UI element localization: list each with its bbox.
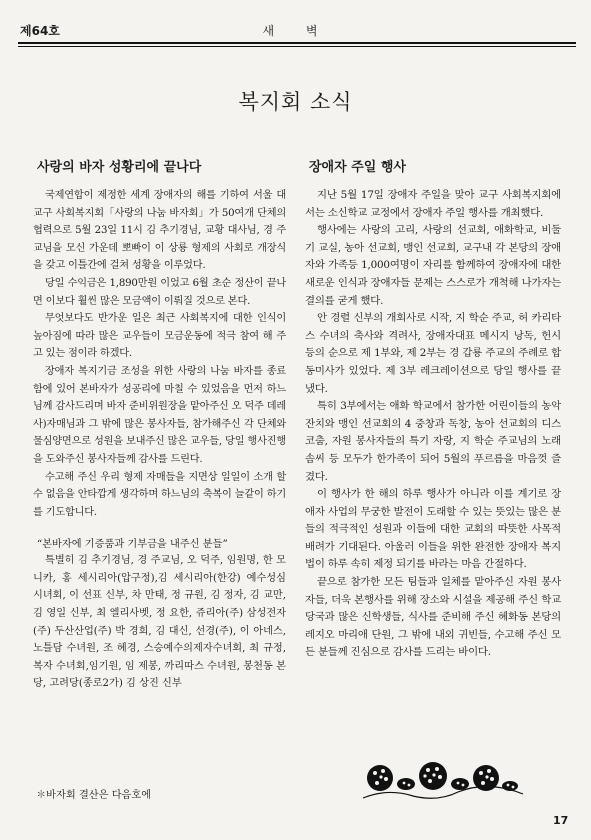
flower-ornament-icon <box>358 758 528 802</box>
footnote: ✽바자회 결산은 다음호에 <box>36 790 152 801</box>
article-paragraph: 안 경렬 신부의 개회사로 시작, 지 학순 주교, 허 카리타스 수녀의 축사와 격려사, 장애자대표 메시지 낭독, 헌시 등의 순으로 제 1부와, 제 2부는 경 갑룡 주교의 주례로 합동미사가 있었다. 제 3부 레크레이션으로 당일 행사를 끝냈다. <box>305 312 561 395</box>
article-paragraph: 지난 5월 17일 장애자 주일을 맞아 교구 사회복지회에서는 소신학교 교정에서 장애자 주일 행사를 개최했다. <box>305 189 561 219</box>
article-disabled-day <box>305 156 561 662</box>
page-header <box>18 20 576 44</box>
article-paragraph: 끝으로 참가한 모든 팀들과 일체를 맡아주신 자원 봉사자들, 더욱 본행사를 위해 장소와 시설을 제공해 주신 학교 당국과 많은 신학생들, 식사를 준비해 주신 혜화동 본당의 레지오 마리애 단원, 그 밖에 내외 귀빈들, 수고해 주신 모든 분들께 진심으로 감사를 드리는 바이다. <box>305 576 561 659</box>
magazine-title: 새 벽 <box>262 24 332 38</box>
article-paragraph: 수고해 주신 우리 형제 자매들을 지면상 일일이 소개 할 수 없음을 안타깝게 생각하며 하느님의 축복이 늘같이 하기를 기도합니다. <box>33 471 286 518</box>
article-paragraph: 이 행사가 한 해의 하루 행사가 아니라 이를 계기로 장애자 사업의 무궁한 발전이 도래할 수 있는 뜻있는 많은 분들의 적극적인 성원과 이들에 대한 교회의 따뜻한 사목적 배려가 기대된다. 아울러 이들을 위한 완전한 장애자 복지법이 하루 속히 제정 되기를 바라는 마음 간절하다. <box>305 488 561 571</box>
header-rule <box>18 42 576 44</box>
article-title: 사랑의 바자 성황리에 끝나다 <box>37 160 202 175</box>
article-paragraph: 국제연합이 제정한 세계 장애자의 해를 기하여 서울 대교구 사회복지회「사랑의 나눔 바자회」가 50여개 단체의 협력으로 5월 23일 11시 김 추기경님, 교황 대사님, 경 주교님을 모신 가운데 뽀빠이 이 상룡 형제의 사회로 개장식을 갖고 이틀간에 걸쳐 성황을 이루었다. <box>33 190 286 272</box>
donors-heading: “본바자에 기증품과 기부금을 내주신 분들” <box>37 539 228 551</box>
article-paragraph: 무엇보다도 반가운 일은 최근 사회복지에 대한 인식이 높아짐에 따라 많은 교우들이 모금운동에 적극 참여 해 주고 있는 점이라 하겠다. <box>33 313 286 360</box>
header-rule-thin <box>18 46 576 47</box>
article-paragraph: 특히 3부에서는 애화 학교에서 참가한 어린이들의 농악잔치와 맹인 선교회의 4 중창과 독창, 농아 선교회의 디스코춤, 자원 봉사자들의 특기 자랑, 지 학순 주교님의 노래솜씨 등 모두가 한가족이 되어 5월의 푸르름을 마음껏 즐겼다. <box>305 400 561 483</box>
article-paragraph: 당일 수익금은 1,890만원 이었고 6월 초순 정산이 끝나면 이보다 훨씬 많은 모금액이 이뤄질 것으로 본다. <box>33 277 286 307</box>
article-bazaar <box>33 156 286 693</box>
article-paragraph: 행사에는 사랑의 고리, 사랑의 선교회, 애화학교, 비둘기 교실, 농아 선교회, 맹인 선교회, 교구내 각 본당의 장애자와 가족등 1,000여명이 자리를 함께하여 장애자에 대한 새로운 인식과 장애자들 문제는 스스로가 개척해 나가자는 결의를 굳게 했다. <box>305 224 561 307</box>
page-number: 17 <box>553 814 569 827</box>
article-paragraph: 장애자 복지기금 조성을 위한 사랑의 나눔 바자를 종료함에 있어 본바자가 성공리에 마칠 수 있었음을 먼저 하느님께 감사드리며 바자 준비위원장을 맡아주신 오 덕주 데레사)자매님과 그 밖에 많은 봉사자들, 참가해주신 각 단체와 물심양면으로 성원을 보내주신 많은 교우들, 당일 행사진행을 도와주신 봉사자들께 감사를 드린다. <box>33 365 286 465</box>
page-title: 복지회 소식 <box>238 90 353 114</box>
article-title: 장애자 주일 행사 <box>309 160 406 175</box>
issue-number: 제64호 <box>20 24 60 38</box>
donors-list: 특별히 김 추기경님, 경 주교님, 오 덕주, 임원명, 한 모니카, 홍 세시리아(압구정),김 세시리아(한강) 예수성심 시녀회, 이 선표 신부, 차 만태, 정 규원, 김 정자, 김 교만, 김 영일 신부, 최 엘리사벳, 정 요한, 쥬리아(주) 삼성전자(주) 두산산업(주) 박 경희, 김 대신, 선경(주), 이 아네스, 노틀담 수녀원, 조 혜경, 스승예수의제자수녀회, 최 규정, 복자 수녀회,임기원, 임 제봉, 까리따스 수녀원, 봉천동 본당, 고려당(종로2가) 김 상진 신부 <box>33 555 286 690</box>
